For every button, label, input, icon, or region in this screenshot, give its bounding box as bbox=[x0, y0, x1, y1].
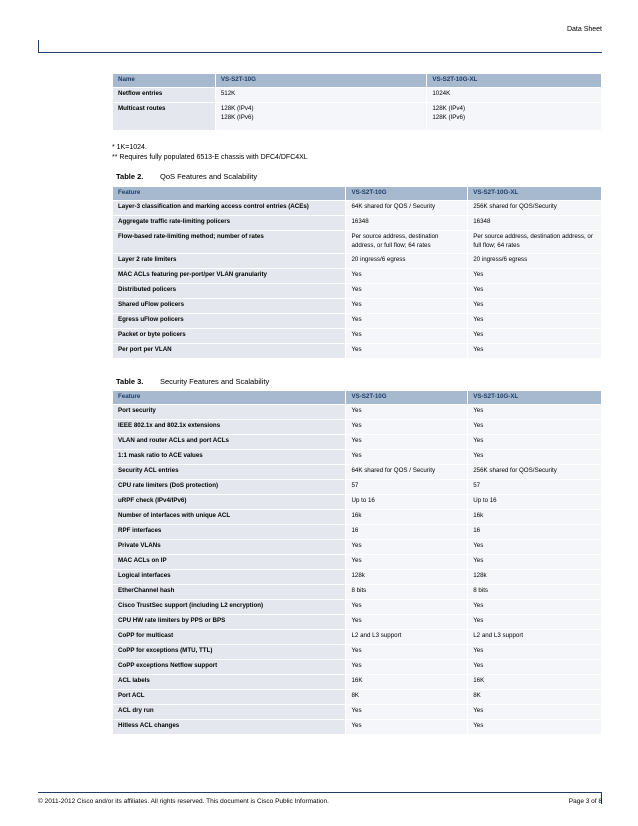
row-label: ACL dry run bbox=[113, 705, 346, 720]
table-row bbox=[113, 540, 602, 555]
table-row bbox=[113, 103, 602, 131]
row-value: Up to 16 bbox=[468, 495, 602, 510]
row-value: Yes bbox=[468, 705, 602, 720]
table-header-cell: VS-S2T-10G-XL bbox=[468, 187, 602, 201]
row-label: Port security bbox=[113, 405, 346, 420]
header-label: Data Sheet bbox=[566, 26, 602, 33]
table-row bbox=[113, 480, 602, 495]
footer-copyright: © 2011-2012 Cisco and/or its affiliates. All rights reserved. This document is Cisco Public Information. bbox=[38, 798, 329, 805]
row-value: 20 ingress/6 egress bbox=[468, 253, 602, 268]
row-value: 8 bits bbox=[468, 585, 602, 600]
row-value: Yes bbox=[468, 298, 602, 313]
row-value: 16k bbox=[468, 510, 602, 525]
row-value: Yes bbox=[468, 555, 602, 570]
table-header-cell: VS-S2T-10G-XL bbox=[427, 74, 602, 88]
row-label: Aggregate traffic rate-limiting policers bbox=[113, 216, 346, 231]
row-label: CPU HW rate limiters by PPS or BPS bbox=[113, 615, 346, 630]
row-label: Packet or byte policers bbox=[113, 328, 346, 343]
row-label: Flow-based rate-limiting method; number of rates bbox=[113, 231, 346, 254]
table-3-caption bbox=[116, 377, 269, 386]
table-row bbox=[113, 690, 602, 705]
row-label: Egress uFlow policers bbox=[113, 313, 346, 328]
row-value: 64K shared for QOS / Security bbox=[346, 465, 468, 480]
table-row bbox=[113, 615, 602, 630]
row-value: Yes bbox=[346, 450, 468, 465]
row-label: Layer-3 classification and marking access control entries (ACEs) bbox=[113, 201, 346, 216]
row-value: 16 bbox=[468, 525, 602, 540]
table-row bbox=[113, 660, 602, 675]
row-value: Yes bbox=[346, 600, 468, 615]
row-value: Yes bbox=[468, 343, 602, 358]
row-label: Hitless ACL changes bbox=[113, 720, 346, 735]
row-value: 57 bbox=[346, 480, 468, 495]
table-row bbox=[113, 88, 602, 103]
row-label: ACL labels bbox=[113, 675, 346, 690]
row-value: L2 and L3 support bbox=[468, 630, 602, 645]
row-value: Yes bbox=[468, 600, 602, 615]
header-divider bbox=[38, 52, 602, 53]
row-value: Yes bbox=[468, 283, 602, 298]
table-row bbox=[113, 283, 602, 298]
table-row bbox=[113, 600, 602, 615]
row-value: 1024K bbox=[427, 88, 602, 103]
table-row bbox=[113, 720, 602, 735]
row-label: CoPP exceptions Netflow support bbox=[113, 660, 346, 675]
row-value: Yes bbox=[346, 660, 468, 675]
row-label: Layer 2 rate limiters bbox=[113, 253, 346, 268]
row-value: Yes bbox=[468, 268, 602, 283]
row-value: Yes bbox=[346, 435, 468, 450]
row-value-line: 128K (IPv6) bbox=[220, 113, 254, 121]
table-row bbox=[113, 405, 602, 420]
table-row bbox=[113, 450, 602, 465]
row-label: MAC ACLs on IP bbox=[113, 555, 346, 570]
table-title: Security Features and Scalability bbox=[160, 377, 270, 386]
row-label: Logical interfaces bbox=[113, 570, 346, 585]
table-row bbox=[113, 328, 602, 343]
table-header-cell: VS-S2T-10G bbox=[215, 74, 427, 88]
row-value: 16348 bbox=[346, 216, 468, 231]
row-value: 16348 bbox=[468, 216, 602, 231]
row-label: Port ACL bbox=[113, 690, 346, 705]
row-value: 57 bbox=[468, 480, 602, 495]
row-value: Yes bbox=[346, 298, 468, 313]
table-row bbox=[113, 435, 602, 450]
row-value: 128k bbox=[346, 570, 468, 585]
row-label: CoPP for multicast bbox=[113, 630, 346, 645]
row-label: Multicast routes bbox=[113, 103, 216, 131]
row-label: 1:1 mask ratio to ACE values bbox=[113, 450, 346, 465]
row-value: 16k bbox=[346, 510, 468, 525]
table-qos bbox=[112, 186, 602, 359]
row-value: Yes bbox=[468, 420, 602, 435]
table-row bbox=[113, 253, 602, 268]
footer-divider bbox=[38, 792, 602, 793]
row-value: Yes bbox=[468, 660, 602, 675]
row-value: 16K bbox=[346, 675, 468, 690]
row-label: Number of interfaces with unique ACL bbox=[113, 510, 346, 525]
table-row bbox=[113, 495, 602, 510]
table-row bbox=[113, 231, 602, 254]
row-value: Per source address, destination address, or full flow; 64 rates bbox=[346, 231, 468, 254]
row-value: Yes bbox=[346, 283, 468, 298]
row-label: CoPP for exceptions (MTU, TTL) bbox=[113, 645, 346, 660]
row-value: Yes bbox=[468, 450, 602, 465]
table-header-cell: VS-S2T-10G bbox=[346, 187, 468, 201]
row-value: Yes bbox=[346, 405, 468, 420]
row-value: Up to 16 bbox=[346, 495, 468, 510]
row-value: 256K shared for QOS/Security bbox=[468, 201, 602, 216]
row-value: Yes bbox=[346, 645, 468, 660]
footnote: ** Requires fully populated 6513-E chassis with DFC4/DFC4XL bbox=[112, 153, 308, 161]
table-row bbox=[113, 420, 602, 435]
table-header-cell: Name bbox=[113, 74, 216, 88]
table-security bbox=[112, 390, 602, 735]
row-value: Yes bbox=[346, 420, 468, 435]
footnote: * 1K=1024. bbox=[112, 144, 147, 151]
row-value: L2 and L3 support bbox=[346, 630, 468, 645]
row-label: Shared uFlow policers bbox=[113, 298, 346, 313]
row-label: IEEE 802.1x and 802.1x extensions bbox=[113, 420, 346, 435]
row-value: Yes bbox=[346, 540, 468, 555]
row-label: MAC ACLs featuring per-port/per VLAN granularity bbox=[113, 268, 346, 283]
row-label: EtherChannel hash bbox=[113, 585, 346, 600]
row-label: Distributed policers bbox=[113, 283, 346, 298]
table-row bbox=[113, 630, 602, 645]
footer-page-number: Page 3 of 8 bbox=[568, 798, 602, 805]
table-title: QoS Features and Scalability bbox=[160, 172, 258, 181]
table-row bbox=[113, 555, 602, 570]
row-value: 128k bbox=[468, 570, 602, 585]
row-label: VLAN and router ACLs and port ACLs bbox=[113, 435, 346, 450]
row-value: 16 bbox=[346, 525, 468, 540]
table-2-caption bbox=[116, 172, 257, 181]
row-value: Yes bbox=[468, 615, 602, 630]
table-netflow-multicast bbox=[112, 73, 602, 131]
table-row bbox=[113, 465, 602, 480]
row-value bbox=[215, 103, 427, 131]
row-value: Yes bbox=[468, 435, 602, 450]
row-value: 16K bbox=[468, 675, 602, 690]
row-value: 256K shared for QOS/Security bbox=[468, 465, 602, 480]
row-value: Yes bbox=[346, 343, 468, 358]
row-value: Yes bbox=[346, 555, 468, 570]
row-value: Yes bbox=[468, 645, 602, 660]
table-row bbox=[113, 705, 602, 720]
row-value: Yes bbox=[346, 268, 468, 283]
row-value: Yes bbox=[346, 615, 468, 630]
row-value: Yes bbox=[468, 540, 602, 555]
row-value: Yes bbox=[468, 328, 602, 343]
table-header-cell: Feature bbox=[113, 391, 346, 405]
row-value: 8K bbox=[468, 690, 602, 705]
footnotes bbox=[112, 143, 308, 163]
row-label: Security ACL entries bbox=[113, 465, 346, 480]
table-row bbox=[113, 645, 602, 660]
table-row bbox=[113, 298, 602, 313]
table-number: Table 2. bbox=[116, 172, 144, 181]
row-label: Netflow entries bbox=[113, 88, 216, 103]
row-label: Cisco TrustSec support (including L2 encryption) bbox=[113, 600, 346, 615]
table-number: Table 3. bbox=[116, 377, 144, 386]
row-value-line: 128K (IPv4) bbox=[432, 105, 466, 112]
row-label: Per port per VLAN bbox=[113, 343, 346, 358]
table-row bbox=[113, 585, 602, 600]
row-value: 8 bits bbox=[346, 585, 468, 600]
table-row bbox=[113, 343, 602, 358]
table-header-cell: Feature bbox=[113, 187, 346, 201]
table-row bbox=[113, 570, 602, 585]
row-value-line: 128K (IPv4) bbox=[220, 105, 254, 112]
row-value bbox=[427, 103, 602, 131]
row-label: uRPF check (IPv4/IPv6) bbox=[113, 495, 346, 510]
table-row bbox=[113, 675, 602, 690]
header-divider-tick bbox=[38, 40, 39, 52]
row-value: 512K bbox=[215, 88, 427, 103]
row-value: 64K shared for QOS / Security bbox=[346, 201, 468, 216]
table-row bbox=[113, 268, 602, 283]
row-value: Yes bbox=[346, 705, 468, 720]
table-row bbox=[113, 313, 602, 328]
table-row bbox=[113, 510, 602, 525]
table-row bbox=[113, 201, 602, 216]
row-value: Yes bbox=[468, 313, 602, 328]
row-value: 20 ingress/6 egress bbox=[346, 253, 468, 268]
row-value: Yes bbox=[346, 720, 468, 735]
row-value: 8K bbox=[346, 690, 468, 705]
table-header-cell: VS-S2T-10G-XL bbox=[468, 391, 602, 405]
row-label: Private VLANs bbox=[113, 540, 346, 555]
row-value: Yes bbox=[346, 313, 468, 328]
table-row bbox=[113, 525, 602, 540]
row-value-line: 128K (IPv6) bbox=[432, 113, 466, 121]
row-value: Yes bbox=[468, 405, 602, 420]
table-header-cell: VS-S2T-10G bbox=[346, 391, 468, 405]
row-value: Yes bbox=[346, 328, 468, 343]
row-value: Per source address, destination address, or full flow; 64 rates bbox=[468, 231, 602, 254]
row-value: Yes bbox=[468, 720, 602, 735]
table-row bbox=[113, 216, 602, 231]
row-label: CPU rate limiters (DoS protection) bbox=[113, 480, 346, 495]
row-label: RPF interfaces bbox=[113, 525, 346, 540]
